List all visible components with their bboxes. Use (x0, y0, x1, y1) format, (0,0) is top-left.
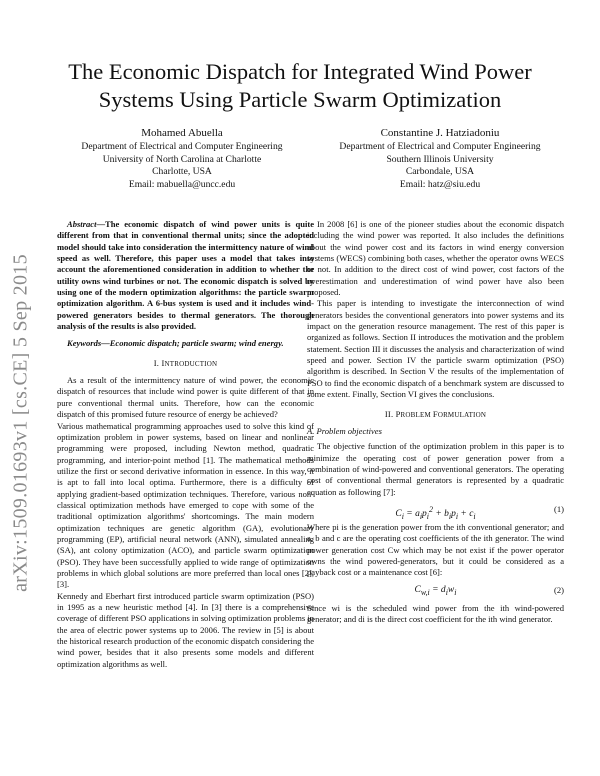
paper-title (30, 58, 570, 114)
author-department: Department of Electrical and Computer Engineering (339, 141, 541, 152)
author-university: University of North Carolina at Charlotte (102, 153, 262, 165)
section-heading-problem-formulation: II. PROBLEM FORMULATION (384, 408, 487, 419)
author-city: Carbondale, USA (405, 166, 475, 177)
intro-paragraph-3: Kennedy and Eberhart first introduced particle swarm optimization (PSO) in 1995 as a new heuristic method [4]. In [3] there is a comprehensive coverage of different PSO applications in solving optimization problems in the area of electric power systems up to 2006. The review in [5] is about the historical research production of the economic dispatch considering the wind power, besides that it also presents some models and different optimization algorithms as well. (57, 590, 314, 669)
author-name: Constantine J. Hatziadoniu (380, 127, 500, 139)
author-email: Email: mabuella@uncc.edu (128, 178, 236, 190)
intro-paragraph-4: In 2008 [6] is one of the pioneer studies about the economic dispatch including the wind power was reported. It also includes the definitions about the wind power cost and its factors in wind energy conversion systems (WECS) combining both cases, whether the operator owns WECS or not. In addition to the direct cost of wind power, cost factors of the overestimation and underestimation of wind power have also been proposed. (307, 219, 564, 298)
author-department: Department of Electrical and Computer Engineering (81, 141, 283, 152)
section-heading-introduction: I. INTRODUCTION (153, 357, 218, 368)
subsection-problem-objectives: A. Problem objectives (307, 425, 382, 436)
abstract-text: —The economic dispatch of wind power units is quite different from that in conventional thermal units; since the adopted model should take into consideration the intermittency nature of wind speed as well. Therefore, this paper uses a model that takes into account the aforementioned consideration in addition to whether the utility owns wind turbines or not. The economic dispatch is solved by using one of the modern optimization algorithms: the particle swarm optimization algorithm. A 6-bus system is used and it includes wind-powered generators besides to thermal generators. The thorough analysis of the results is also provided. (57, 219, 314, 332)
author-city: Charlotte, USA (152, 166, 212, 177)
problem-paragraph-1: The objective function of the optimization problem in this paper is to minimize the operating cost of power generation power from a combination of wind-powered and conventional generators. The operating cost of conventional thermal generators is represented by a quadratic equation as following [7]: (307, 441, 564, 497)
author-email: Email: hatz@siu.edu (399, 178, 481, 190)
abstract-label: Abstract (67, 219, 97, 229)
abstract (57, 219, 314, 332)
author-block-1 (52, 126, 312, 191)
equation-1-number: (1) (554, 503, 564, 514)
intro-paragraph-1: As a result of the intermittency nature of wind power, the economic dispatch of resources that include wind power is quite different of that in pure conventional thermal units. Therefore, how can the economic dispatch of this promised future resource of energy be achieved? (57, 375, 314, 420)
left-column (57, 219, 314, 670)
title-line-2: Systems Using Particle Swarm Optimization (98, 87, 502, 112)
problem-paragraph-2: Where pi is the generation power from the ith conventional generator; and a, b and c are the operating cost coefficients of the ith generator. The wind power generation cost Cw which may be not exist if the power operator owns the wind powered-generators, but it could be considered as a payback cost or a maintenance cost [6]: (307, 521, 564, 578)
equation-2 (307, 584, 564, 597)
author-name: Mohamed Abuella (141, 127, 223, 139)
title-line-1: The Economic Dispatch for Integrated Wind Power (68, 59, 532, 84)
author-university: Southern Illinois University (386, 153, 494, 165)
equation-2-body: $C_{w,i} = d_iw_i$ (414, 584, 457, 597)
author-block-2 (310, 126, 570, 191)
equation-2-number: (2) (554, 584, 564, 595)
equation-1 (307, 503, 564, 521)
problem-paragraph-3: Since wi is the scheduled wind power from the ith wind-powered generator; and di is the direct cost coefficient for the ith wind generator. (307, 602, 564, 624)
arxiv-stamp: arXiv:1509.01693v1 [cs.CE] 5 Sep 2015 (9, 254, 32, 592)
intro-paragraph-5: This paper is intending to investigate the interconnection of wind generators besides the conventional generators into power systems and its impact on the generation resource management. The rest of this paper is organized as follows. Section II introduces the motivation and the problem statement. Section III it discusses the analysis and characterization of wind speed and power. Section IV the particle swarm optimization (PSO) algorithm is described. In Section V the results of the implementation of PSO to find the economic dispatch of a benchmark system are discussed to some extent. Finally, Section VI gives the conclusions. (307, 298, 564, 400)
intro-paragraph-2: Various mathematical programming approaches used to solve this kind of optimization problem in power systems, based on linear and nonlinear programming were proposed, including Newton method, quadratic programming, and interior-point method [1]. The mathematical methods utilize the first or second derivative information in essence. In this way, it is apt to fall into local optima. Furthermore, there is a difficulty of applying gradient-based optimization techniques. Therefore, various non-classical optimization methods have emerged to cope with some of the traditional optimization algorithms' shortcomings. The main modern optimization techniques are genetic algorithm (GA), evolutionary programming (EP), artificial neural network (ANN), simulated annealing (SA), ant colony optimization (ACO), and particle swarm optimization (PSO). They have been successfully applied to wide range of optimization problems in which global solutions are more preferred than local ones [2],[3]. (57, 420, 314, 590)
right-column (307, 219, 564, 625)
keywords: Keywords—Economic dispatch; particle swarm; wind energy. (67, 338, 284, 349)
equation-1-body: $C_i = a_ip_i^2 + b_ip_i + c_i$ (395, 504, 476, 521)
